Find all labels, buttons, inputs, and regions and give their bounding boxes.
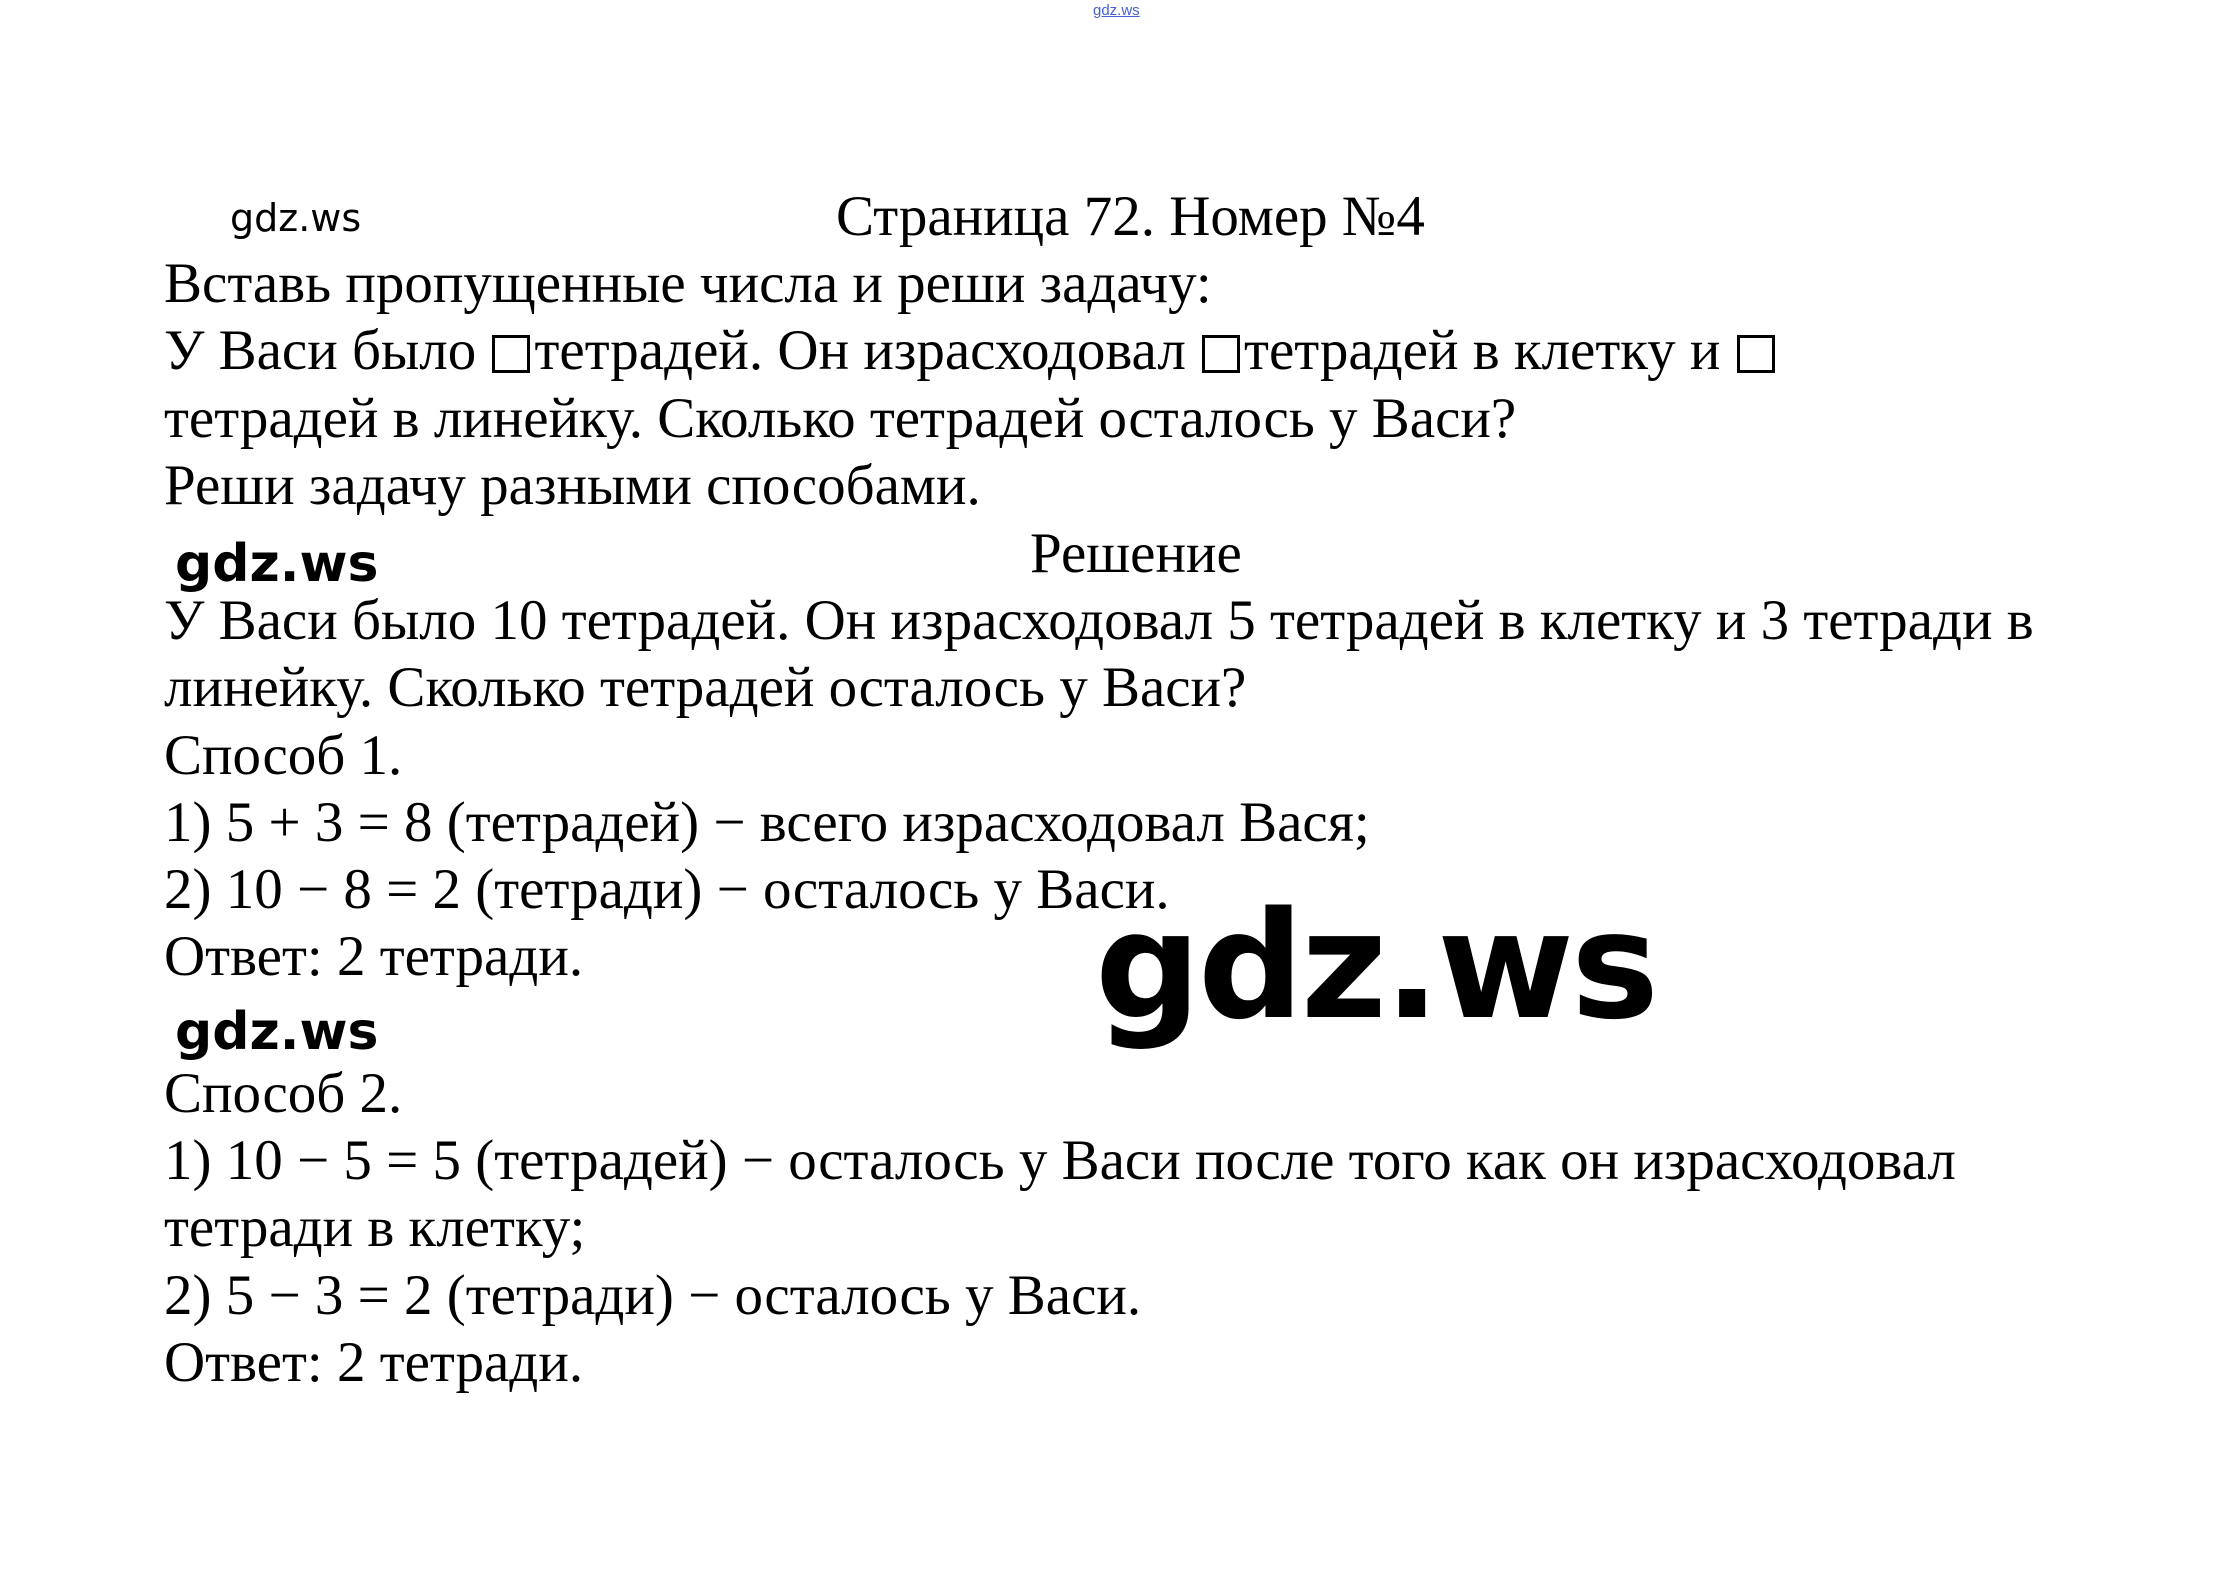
method-2-answer: Ответ: 2 тетради.	[164, 1331, 584, 1394]
watermark-big: gdz.ws	[1095, 880, 1657, 1052]
task-line-2	[164, 317, 1779, 384]
page-title: Страница 72. Номер №4	[836, 185, 1425, 248]
top-watermark-link: gdz.ws	[1093, 2, 1140, 19]
task-line-4: Реши задачу разными способами.	[164, 454, 981, 517]
watermark-solution: gdz.ws	[175, 534, 379, 594]
method-2-title: Способ 2.	[164, 1062, 403, 1125]
method-1-answer: Ответ: 2 тетради.	[164, 925, 584, 988]
method-2-step-1a: 1) 10 − 5 = 5 (тетрадей) − осталось у Васи после того как он израсходовал	[164, 1129, 1956, 1192]
task-line-2-part-3: тетрадей в клетку и	[1244, 319, 1735, 382]
solution-line-1: У Васи было 10 тетрадей. Он израсходовал 5 тетрадей в клетку и 3 тетради в	[164, 589, 2034, 652]
task-line-1: Вставь пропущенные числа и реши задачу:	[164, 252, 1212, 315]
blank-box-3	[1737, 335, 1775, 373]
task-line-3: тетрадей в линейку. Сколько тетрадей осталось у Васи?	[164, 387, 1517, 450]
blank-box-1	[492, 335, 530, 373]
method-2-step-1b: тетради в клетку;	[164, 1196, 586, 1259]
watermark-method-2: gdz.ws	[175, 1002, 379, 1062]
solution-line-2: линейку. Сколько тетрадей осталось у Васи?	[164, 656, 1247, 719]
task-line-2-part-1: У Васи было	[164, 319, 491, 382]
solution-heading: Решение	[1030, 522, 1242, 585]
task-line-2-part-2: тетрадей. Он израсходовал	[534, 319, 1201, 382]
watermark-header: gdz.ws	[230, 196, 362, 240]
method-1-step-2: 2) 10 − 8 = 2 (тетради) − осталось у Васи.	[164, 858, 1170, 921]
blank-box-2	[1202, 335, 1240, 373]
method-1-title: Способ 1.	[164, 724, 403, 787]
method-1-step-1: 1) 5 + 3 = 8 (тетрадей) − всего израсходовал Вася;	[164, 791, 1370, 854]
method-2-step-2: 2) 5 − 3 = 2 (тетради) − осталось у Васи.	[164, 1264, 1142, 1327]
